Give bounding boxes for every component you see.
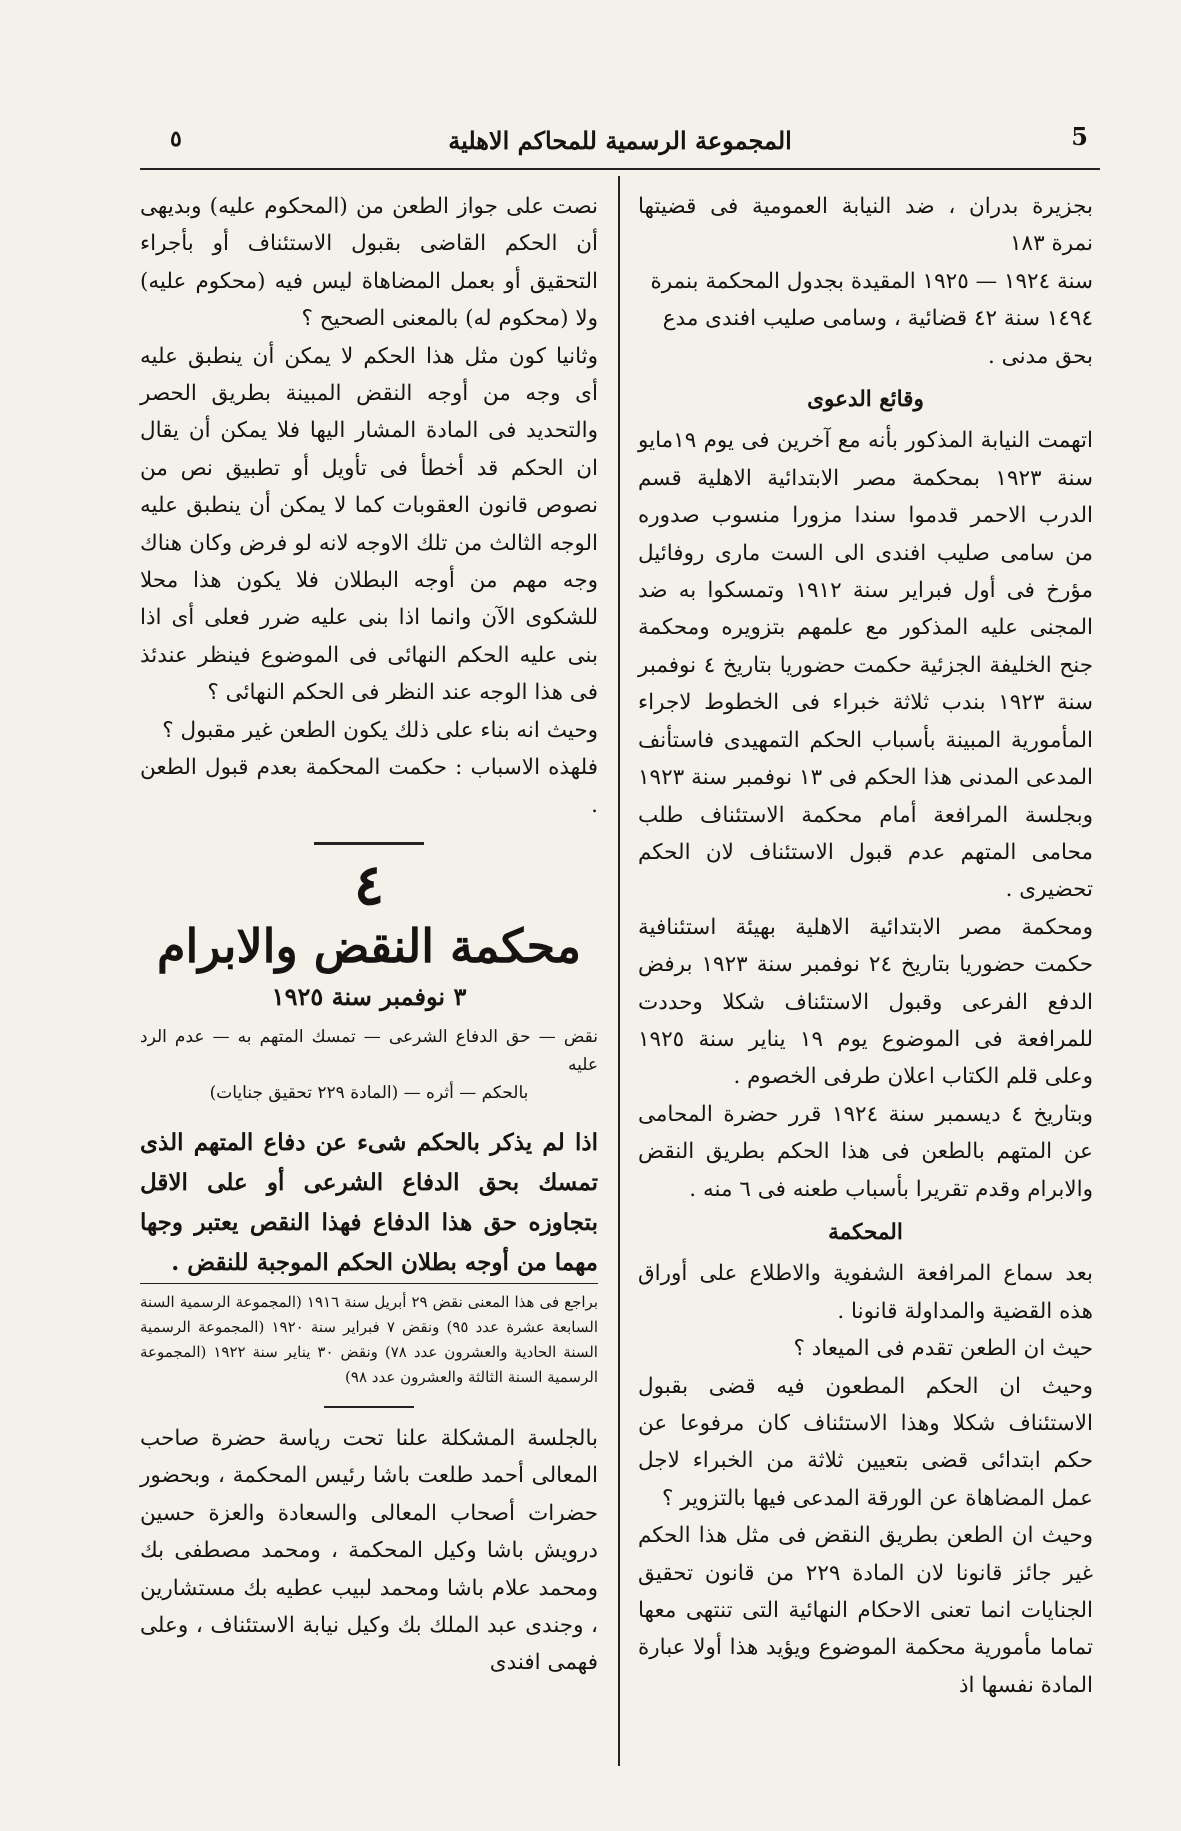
ruling-conclusion: فلهذه الاسباب : حكمت المحكمة بعدم قبول الطعن . [140,755,598,818]
intro-line: بحق مدنى . [987,343,1093,369]
court-paragraph: وحيث ان الحكم المطعون فيه قضى بقبول الاستئناف شكلا وهذا الاستئناف كان مرفوعا عن حكم ابتدائى قضى بتعيين ثلاثة من الخبراء لاجل عمل المضاهاة عن الورقة المدعى فيها بالتزوير ؟ [638,1373,1093,1511]
references-divider [324,1406,414,1408]
publication-title: المجموعة الرسمية للمحاكم الاهلية [448,126,792,155]
court-paragraph: بعد سماع المرافعة الشفوية والاطلاع على أوراق هذه القضية والمداولة قانونا . [638,1261,1093,1324]
keywords-block [140,1017,598,1113]
left-column [140,188,598,1682]
facts-heading: وقائع الدعوى [807,387,924,413]
section-divider [314,842,424,845]
case-number: ٤ [353,851,385,918]
intro-line: ١٤٩٤ سنة ٤٢ قضائية ، وسامى صليب افندى مدع [662,306,1093,332]
court-paragraph: وحيث ان الطعن بطريق النقض فى مثل هذا الحكم غير جائز قانونا لان المادة ٢٢٩ من قانون تحقيق الجنايات انما تعنى الاحكام النهائية التى تنتهى معها تماما مأمورية محكمة الموضوع ويؤيد هذا أولا عبارة المادة نفسها اذ [638,1523,1093,1698]
court-heading: المحكمة [828,1219,903,1245]
intro-line: بجزيرة بدران ، ضد النيابة العمومية فى قضيتها نمرة ١٨٣ [638,194,1093,257]
court-paragraph: حيث ان الطعن تقدم فى الميعاد ؟ [793,1336,1093,1362]
references-note: براجع فى هذا المعنى نقض ٢٩ أبريل سنة ١٩١٦ (المجموعة الرسمية السنة السابعة عشرة عدد ٩٥) ونقض ٧ فبراير سنة ١٩٢٠ (المجموعة الرسمية السنة الحادية والعشرون عدد ٧٨) ونقض ٣٠ يناير سنة ١٩٢٢ (المجموعة الرسمية السنة الثالثة والعشرون عدد ٩٨) [140,1283,598,1390]
header-rule [140,168,1100,170]
ruling-paragraph: وحيث انه بناء على ذلك يكون الطعن غير مقبول ؟ [162,717,598,743]
column-divider [618,176,620,1766]
session-paragraph: بالجلسة المشكلة علنا تحت رياسة حضرة صاحب المعالى أحمد طلعت باشا رئيس المحكمة ، وبحضور حضرات أصحاب المعالى والسعادة والعزة حسين درويش باشا وكيل المحكمة ، ومحمد مصطفى بك ومحمد علام باشا ومحمد لبيب عطيه بك مستشارين ، وجندى عبد الملك بك وكيل نيابة الاستئناف ، وعلى فهمى افندى [140,1425,598,1676]
intro-line: سنة ١٩٢٤ — ١٩٢٥ المقيدة بجدول المحكمة بنمرة [650,268,1093,294]
right-column [638,188,1093,1704]
facts-paragraph: وبتاريخ ٤ ديسمبر سنة ١٩٢٤ قرر حضرة المحامى عن المتهم بالطعن فى هذا الحكم بطريق النقض والابرام وقدم تقريرا بأسباب طعنه فى ٦ منه . [638,1101,1093,1202]
case-date: ٣ نوفمبر سنة ١٩٢٥ [271,981,467,1011]
running-header [140,120,1100,160]
court-name: محكمة النقض والابرام [157,918,581,973]
facts-paragraph: اتهمت النيابة المذكور بأنه مع آخرين فى يوم ١٩مايو سنة ١٩٢٣ بمحكمة مصر الابتدائية الاهلية قسم الدرب الاحمر قدموا سندا مزورا منسوب صدوره من سامى صليب افندى الى الست مارى روفائيل مؤرخ فى أول فبراير سنة ١٩١٢ وتمسكوا به ضد المجنى عليه المذكور مع علمهم بتزويره ومحكمة جنح الخليفة الجزئية حكمت حضوريا بتاريخ ٤ نوفمبر سنة ١٩٢٣ بندب ثلاثة خبراء فى الخطوط لاجراء المأمورية المبينة بأسباب الحكم التمهيدى فاستأنف المدعى المدنى هذا الحكم فى ١٣ نوفمبر سنة ١٩٢٣ وبجلسة المرافعة أمام محكمة الاستئناف طلب محامى المتهم عدم قبول الاستئناف لان الحكم تحضيرى . [638,428,1094,903]
keywords-line: نقض — حق الدفاع الشرعى — تمسك المتهم به — عدم الرد عليه [140,1026,598,1075]
page-number-arabic: ٥ [170,126,182,152]
ruling-paragraph: نصت على جواز الطعن من (المحكوم عليه) وبديهى أن الحكم القاضى بقبول الاستئناف أو بأجراء التحقيق أو بعمل المضاهاة ليس فيه (محكوم عليه) ولا (محكوم له) بالمعنى الصحيح ؟ [140,194,598,332]
page-number-latin: 5 [1071,122,1088,151]
keywords-line: بالحكم — أثره — (المادة ٢٢٩ تحقيق جنايات) [209,1082,529,1103]
ruling-paragraph: وثانيا كون مثل هذا الحكم لا يمكن أن ينطبق عليه أى وجه من أوجه النقض المبينة بطريق الحصر والتحديد فى المادة المشار اليها فلا يمكن أن يقال ان الحكم قد أخطأ فى تأويل أو تطبيق نص من نصوص قانون العقوبات كما لا يمكن أن ينطبق عليه الوجه الثالث من تلك الاوجه لانه لو فرض وكان هناك وجه مهم من أوجه البطلان فلا يكون هذا محلا للشكوى الآن وانما اذا بنى عليه ضرر فعلى أى اذا بنى عليه الحكم النهائى فى الموضوع فينظر عندئذ فى هذا الوجه عند النظر فى الحكم النهائى ؟ [140,343,598,706]
legal-principle: اذا لم يذكر بالحكم شىء عن دفاع المتهم الذى تمسك بحق الدفاع الشرعى أو على الاقل بتجاوزه حق هذا الدفاع فهذا النقص يعتبر وجها مهما من أوجه بطلان الحكم الموجبة للنقض . [140,1128,598,1276]
facts-paragraph: ومحكمة مصر الابتدائية الاهلية بهيئة استئنافية حكمت حضوريا بتاريخ ٢٤ نوفمبر سنة ١٩٢٣ برفض الدفع الفرعى وقبول الاستئناف شكلا وحددت للمرافعة فى الموضوع يوم ١٩ يناير سنة ١٩٢٥ وعلى قلم الكتاب اعلان طرفى الخصوم . [638,914,1093,1090]
